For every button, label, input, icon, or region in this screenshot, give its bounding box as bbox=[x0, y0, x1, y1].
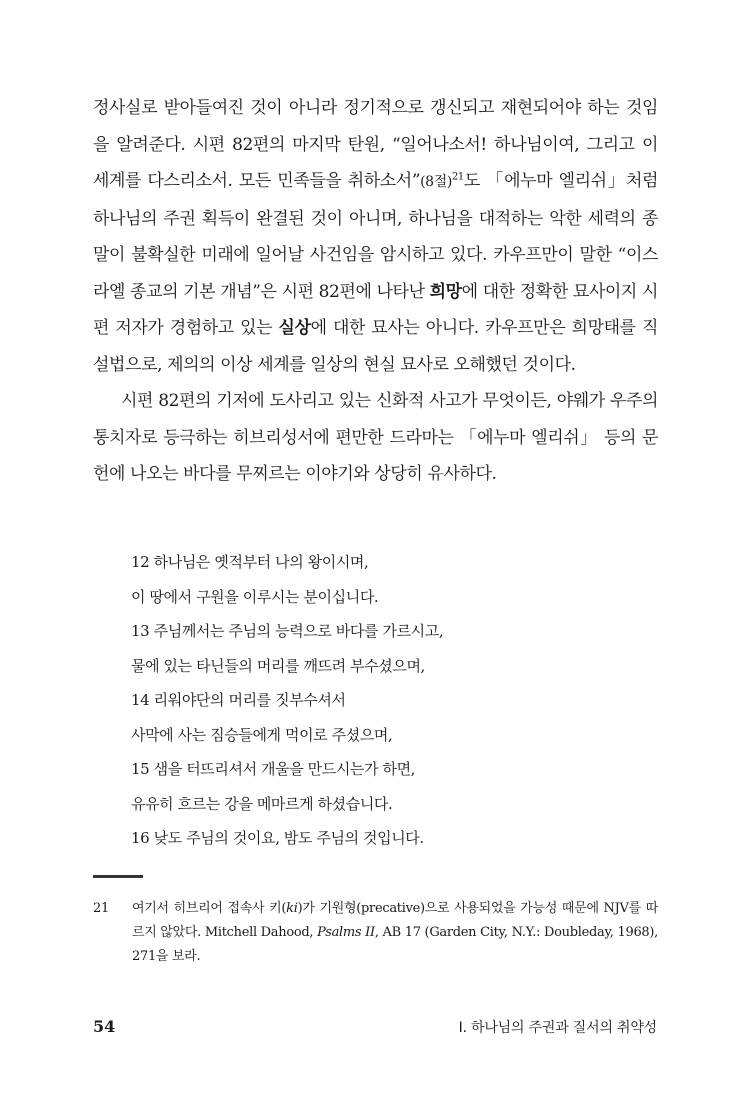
footnote-marker: 21 bbox=[451, 171, 464, 183]
footnote-text-c: , AB 17 (Garden City, N.Y.: Doubleday, 1968), 271을 보라. bbox=[132, 925, 658, 964]
footnote-text-b: )가 기원형(precative)으로 사용되었을 가능성 때문에 NJV를 따르지 않았다. Mitchell Dahood, bbox=[132, 901, 658, 940]
poem-line: 사막에 사는 짐승들에게 먹이로 주셨으며, bbox=[131, 725, 393, 744]
footnote-divider bbox=[93, 875, 143, 878]
poem-line: 13 주님께서는 주님의 능력으로 바다를 가르시고, bbox=[131, 622, 444, 640]
poem-line: 16 낮도 주님의 것이요, 밤도 주님의 것입니다. bbox=[131, 829, 424, 847]
paragraph-2: 시편 82편의 기저에 도사리고 있는 신화적 사고가 무엇이든, 야웨가 우주의 통치자로 등극하는 히브리성서에 편만한 드라마는 「에누마 엘리쉬」 등의 문헌에 나오는 바다를 무찌르는 이야기와 상당히 유사하다. bbox=[93, 391, 658, 484]
body-text bbox=[93, 90, 658, 493]
poem-line: 14 리워야단의 머리를 짓부수셔서 bbox=[131, 691, 346, 709]
poem-line: 이 땅에서 구원을 이루시는 분이십니다. bbox=[131, 587, 379, 606]
emphasis-reality: 실상 bbox=[278, 318, 311, 338]
paragraph-1-text-b: 도 「에누마 엘리쉬」처럼 하나님의 주권 획득이 완결된 것이 아니며, 하나님을 대적하는 악한 세력의 종말이 불확실한 미래에 일어날 사건임을 암시하고 있다. 카우프만이 말한 “이스라엘 종교의 기본 개념”은 시편 82편에 나타난 bbox=[93, 171, 658, 302]
footnote-italic-ki: ki bbox=[286, 901, 298, 916]
footnote-book-title: Psalms II bbox=[317, 925, 375, 940]
paragraph-1 bbox=[93, 90, 658, 383]
page-number: 54 bbox=[93, 1017, 116, 1036]
footnote-text bbox=[132, 897, 658, 969]
verse-reference: (8절) bbox=[420, 174, 452, 190]
poem-line: 물에 있는 타닌들의 머리를 깨뜨려 부수셨으며, bbox=[131, 656, 425, 675]
paragraph-1-text-d: 에 대한 묘사는 아니다. 카우프만은 희망태를 직설법으로, 제의의 이상 세계를 일상의 현실 묘사로 오해했던 것이다. bbox=[93, 318, 658, 375]
paragraph-1-text-c: 에 대한 정확한 묘사이지 시편 저자가 경험하고 있는 bbox=[93, 281, 658, 338]
running-head: I. 하나님의 주권과 질서의 취약성 bbox=[458, 1020, 657, 1036]
footnote-text-a: 여기서 히브리어 접속사 키( bbox=[132, 901, 287, 916]
emphasis-hope: 희망 bbox=[429, 281, 462, 302]
poem-line: 유유히 흐르는 강을 메마르게 하셨습니다. bbox=[131, 794, 393, 813]
poem-line: 15 샘을 터뜨리셔서 개울을 만드시는가 하면, bbox=[131, 760, 416, 778]
footnote-number: 21 bbox=[93, 901, 109, 916]
footnote bbox=[93, 897, 658, 969]
paragraph-1-text-a: 정사실로 받아들여진 것이 아니라 정기적으로 갱신되고 재현되어야 하는 것임을 알려준다. 시편 82편의 마지막 탄원, “일어나소서! 하나님이여, 그리고 이 세계를 다스리소서. 모든 민족들을 취하소서” bbox=[93, 98, 658, 191]
psalm-quotation bbox=[131, 545, 651, 856]
poem-line: 12 하나님은 옛적부터 나의 왕이시며, bbox=[131, 553, 369, 571]
